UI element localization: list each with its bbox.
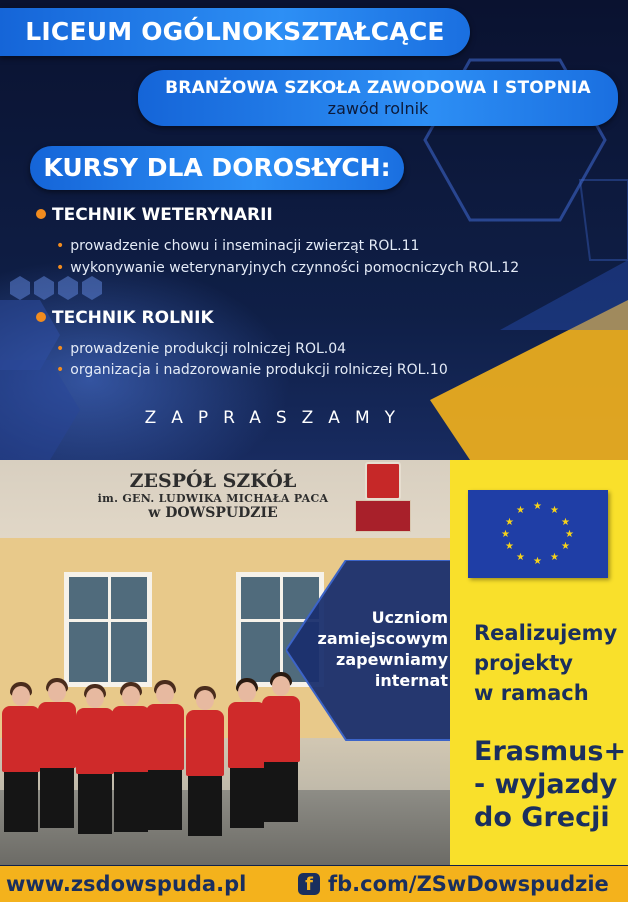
erasmus-highlight-line: Erasmus+ xyxy=(474,736,627,767)
profession-label: zawód rolnik xyxy=(327,99,429,118)
eagle-emblem-icon xyxy=(365,462,401,500)
lyceum-banner: LICEUM OGÓLNOKSZTAŁCĄCE xyxy=(0,8,470,56)
sign-line-1: ZESPÓŁ SZKÓŁ xyxy=(129,470,297,492)
bullet-icon: • xyxy=(56,238,65,254)
internat-line: internat xyxy=(374,671,448,690)
course-item xyxy=(56,258,519,278)
erasmus-highlight-line: - wyjazdy xyxy=(474,769,618,800)
course-title-text: TECHNIK ROLNIK xyxy=(52,308,214,328)
bullet-icon: • xyxy=(56,362,65,378)
website-link[interactable]: www.zsdowspuda.pl xyxy=(6,872,247,896)
facebook-link-text: fb.com/ZSwDowspudzie xyxy=(328,872,609,896)
vocational-school-banner xyxy=(138,70,618,126)
vocational-school-title: BRANŻOWA SZKOŁA ZAWODOWA I STOPNIA xyxy=(165,78,591,98)
orange-bullet-icon xyxy=(36,312,46,322)
course-item xyxy=(56,360,448,380)
school-plaque xyxy=(355,500,411,532)
bullet-icon: • xyxy=(56,341,65,357)
course-item xyxy=(56,339,346,359)
sign-line-2: im. GEN. LUDWIKA MICHAŁA PACA xyxy=(97,492,329,505)
adult-courses-heading: KURSY DLA DOROSŁYCH: xyxy=(30,146,404,190)
erasmus-highlight xyxy=(474,735,626,834)
window xyxy=(64,572,152,687)
course-item-text: prowadzenie chowu i inseminacji zwierząt ROL.11 xyxy=(70,238,420,254)
sign-line-3: w DOWSPUDZIE xyxy=(148,505,278,521)
internat-line: Uczniom xyxy=(371,608,448,627)
bullet-icon: • xyxy=(56,260,65,276)
erasmus-highlight-line: do Grecji xyxy=(474,802,610,833)
internat-line: zapewniamy xyxy=(336,650,448,669)
building-sign xyxy=(78,470,348,521)
course-title-farmer xyxy=(36,308,214,328)
eu-flag-icon: ★ ★ ★ ★ ★ ★ ★ ★ ★ ★ ★ ★ xyxy=(468,490,608,578)
course-item-text: wykonywanie weterynaryjnych czynności pomocniczych ROL.12 xyxy=(70,260,520,276)
footer-bar xyxy=(0,866,628,902)
facebook-icon: f xyxy=(298,873,320,895)
course-title-vet xyxy=(36,205,273,225)
course-item-text: organizacja i nadzorowanie produkcji rolniczej ROL.10 xyxy=(70,362,448,378)
course-item-text: prowadzenie produkcji rolniczej ROL.04 xyxy=(70,341,347,357)
course-item xyxy=(56,236,419,256)
invite-text: ZAPRASZAMY xyxy=(144,408,410,428)
erasmus-intro-line: w ramach xyxy=(474,681,589,705)
orange-bullet-icon xyxy=(36,209,46,219)
internat-note xyxy=(296,555,448,735)
erasmus-intro xyxy=(474,618,617,708)
facebook-link[interactable] xyxy=(298,870,622,898)
internat-line: zamiejscowym xyxy=(317,629,448,648)
course-title-text: TECHNIK WETERYNARII xyxy=(52,205,273,225)
erasmus-intro-line: projekty xyxy=(474,651,573,675)
erasmus-intro-line: Realizujemy xyxy=(474,621,618,645)
